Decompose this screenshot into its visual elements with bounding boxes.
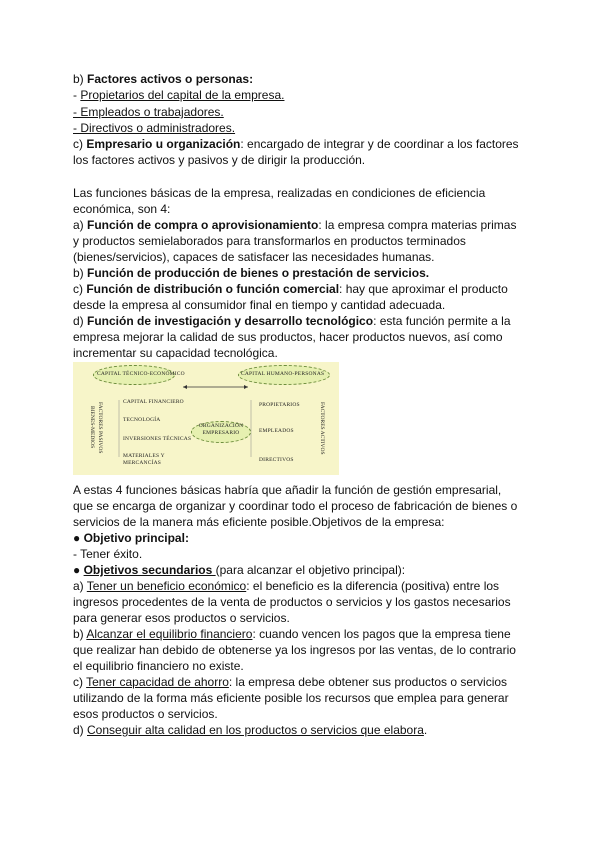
paragraph-line: A estas 4 funciones básicas habría que añadir la función de gestión empresarial, — [73, 483, 502, 497]
paragraph-line — [73, 627, 511, 642]
bold-term: Función de investigación y desarrollo tecnológico — [87, 314, 374, 328]
paragraph-line: para generar esos productos o servicios. — [73, 611, 290, 625]
paragraph-line — [73, 675, 507, 690]
diagram-side-label: FACTORES PASIVOS — [97, 402, 103, 454]
bold-term: Función de distribución o función comercial — [86, 282, 340, 296]
list-item: - Directivos o administradores. — [73, 121, 236, 135]
bold-term: Función de producción de bienes o prestación de servicios. — [87, 266, 430, 280]
paragraph-line — [73, 314, 511, 329]
text: : la empresa compra materias primas — [318, 218, 517, 232]
list-item — [73, 88, 284, 103]
paragraph-line: (bienes/servicios), capaces de satisfacer las necesidades humanas. — [73, 250, 435, 264]
text: . — [423, 723, 428, 737]
text: : cuando vencen los pagos que la empresa tiene — [252, 627, 511, 641]
paragraph-line: empresa mejorar la calidad de sus productos, hacer productos nuevos, así como — [73, 330, 503, 344]
underlined-text: Conseguir alta calidad en los productos o servicios que elabora — [87, 723, 424, 737]
list-item: - Empleados o trabajadores. — [73, 105, 224, 119]
item-letter: d) — [73, 723, 88, 737]
text: : encargado de integrar y de coordinar a los factores — [240, 137, 519, 151]
item-letter: d) — [73, 314, 88, 328]
diagram-label: INVERSIONES TÉCNICAS — [123, 436, 192, 442]
item-letter: c) — [73, 137, 87, 151]
paragraph-line: que se encarga de organizar y coordinar todo el proceso de fabricación de bienes o — [73, 499, 518, 513]
text: : hay que aproximar el producto — [339, 282, 508, 296]
paragraph-line: desde la empresa al consumidor final en tiempo y cantidad adecuada. — [73, 298, 446, 312]
paragraph-line — [73, 218, 516, 233]
bullet-heading — [73, 531, 189, 546]
paragraph-line — [73, 137, 519, 152]
bullet-heading — [73, 563, 405, 578]
paragraph-line: económica, son 4: — [73, 202, 171, 216]
item-letter: b) — [73, 266, 88, 280]
item-letter: c) — [73, 675, 87, 689]
paragraph-line: Las funciones básicas de la empresa, realizadas en condiciones de eficiencia — [73, 186, 486, 200]
paragraph-line: incrementar su capacidad tecnológica. — [73, 346, 278, 360]
paragraph-line: servicios de la manera más eficiente posible.Objetivos de la empresa: — [73, 515, 445, 529]
diagram-label: EMPLEADOS — [259, 428, 294, 434]
paragraph-line: los factores activos y pasivos y de dirigir la producción. — [73, 153, 366, 167]
underlined-text: Alcanzar el equilibrio financiero — [86, 627, 253, 641]
diagram-label: CAPITAL TÉCNICO-ECONÓMICO — [97, 371, 185, 377]
paragraph-line — [73, 282, 508, 297]
item-letter: a) — [73, 218, 88, 232]
text: : la empresa debe obtener sus productos o servicios — [228, 675, 508, 689]
item-letter: a) — [73, 579, 87, 593]
paragraph-line — [73, 266, 429, 281]
diagram-label: ORGANIZACIÓN EMPRESARIO — [198, 423, 244, 436]
diagram-side-label: FACTORES ACTIVOS — [319, 402, 325, 455]
diagram-label: MATERIALES Y MERCANCÍAS — [123, 453, 165, 466]
diagram-label: CAPITAL HUMANO-PERSONAS — [241, 371, 325, 377]
underlined-text: Tener un beneficio económico — [86, 579, 247, 593]
heading-factores-activos — [73, 72, 253, 87]
item-letter: b) — [73, 72, 88, 86]
diagram-label: TECNOLOGÍA — [123, 417, 161, 423]
paragraph-line: utilizando de la forma más eficiente posible los recursos que emplea para generar — [73, 691, 509, 705]
text: : el beneficio es la diferencia (positiva) entre los — [246, 579, 500, 593]
diagram-label: PROPIETARIOS — [259, 402, 300, 408]
paragraph-line: el equilibrio financiero no existe. — [73, 659, 244, 673]
bullet: ● — [73, 531, 84, 545]
list-item: - Tener éxito. — [73, 547, 143, 561]
underlined-text: Propietarios del capital de la empresa. — [80, 88, 285, 102]
bullet: ● — [73, 563, 84, 577]
bold-term: Función de compra o aprovisionamiento — [87, 218, 319, 232]
diagram-label: CAPITAL FINANCIERO — [123, 399, 184, 405]
diagram-arrows — [73, 362, 339, 475]
bold-heading: Objetivos secundarios — [83, 563, 216, 577]
diagram-side-label: BIENES-MEDIOS — [89, 406, 95, 449]
bold-heading: Objetivo principal: — [83, 531, 189, 545]
item-letter: c) — [73, 282, 87, 296]
paragraph-line: esos productos o servicios. — [73, 707, 218, 721]
bold-heading: Factores activos o personas: — [87, 72, 254, 86]
bold-term: Empresario u organización — [86, 137, 241, 151]
text: (para alcanzar el objetivo principal): — [215, 563, 406, 577]
text: : esta función permite a la — [373, 314, 511, 328]
dash: - — [73, 88, 81, 102]
paragraph-line: y productos semielaborados para transformarlos en productos terminados — [73, 234, 466, 248]
item-letter: b) — [73, 627, 87, 641]
paragraph-line — [73, 723, 427, 738]
underlined-text: Tener capacidad de ahorro — [86, 675, 229, 689]
factors-diagram — [73, 362, 339, 475]
paragraph-line: ingresos procedentes de la venta de productos o servicios y los gastos necesarios — [73, 595, 511, 609]
diagram-label: DIRECTIVOS — [259, 457, 294, 463]
paragraph-line — [73, 579, 499, 594]
paragraph-line: que realizar han debido de obtenerse ya los ingresos por las ventas, de lo contrario — [73, 643, 516, 657]
